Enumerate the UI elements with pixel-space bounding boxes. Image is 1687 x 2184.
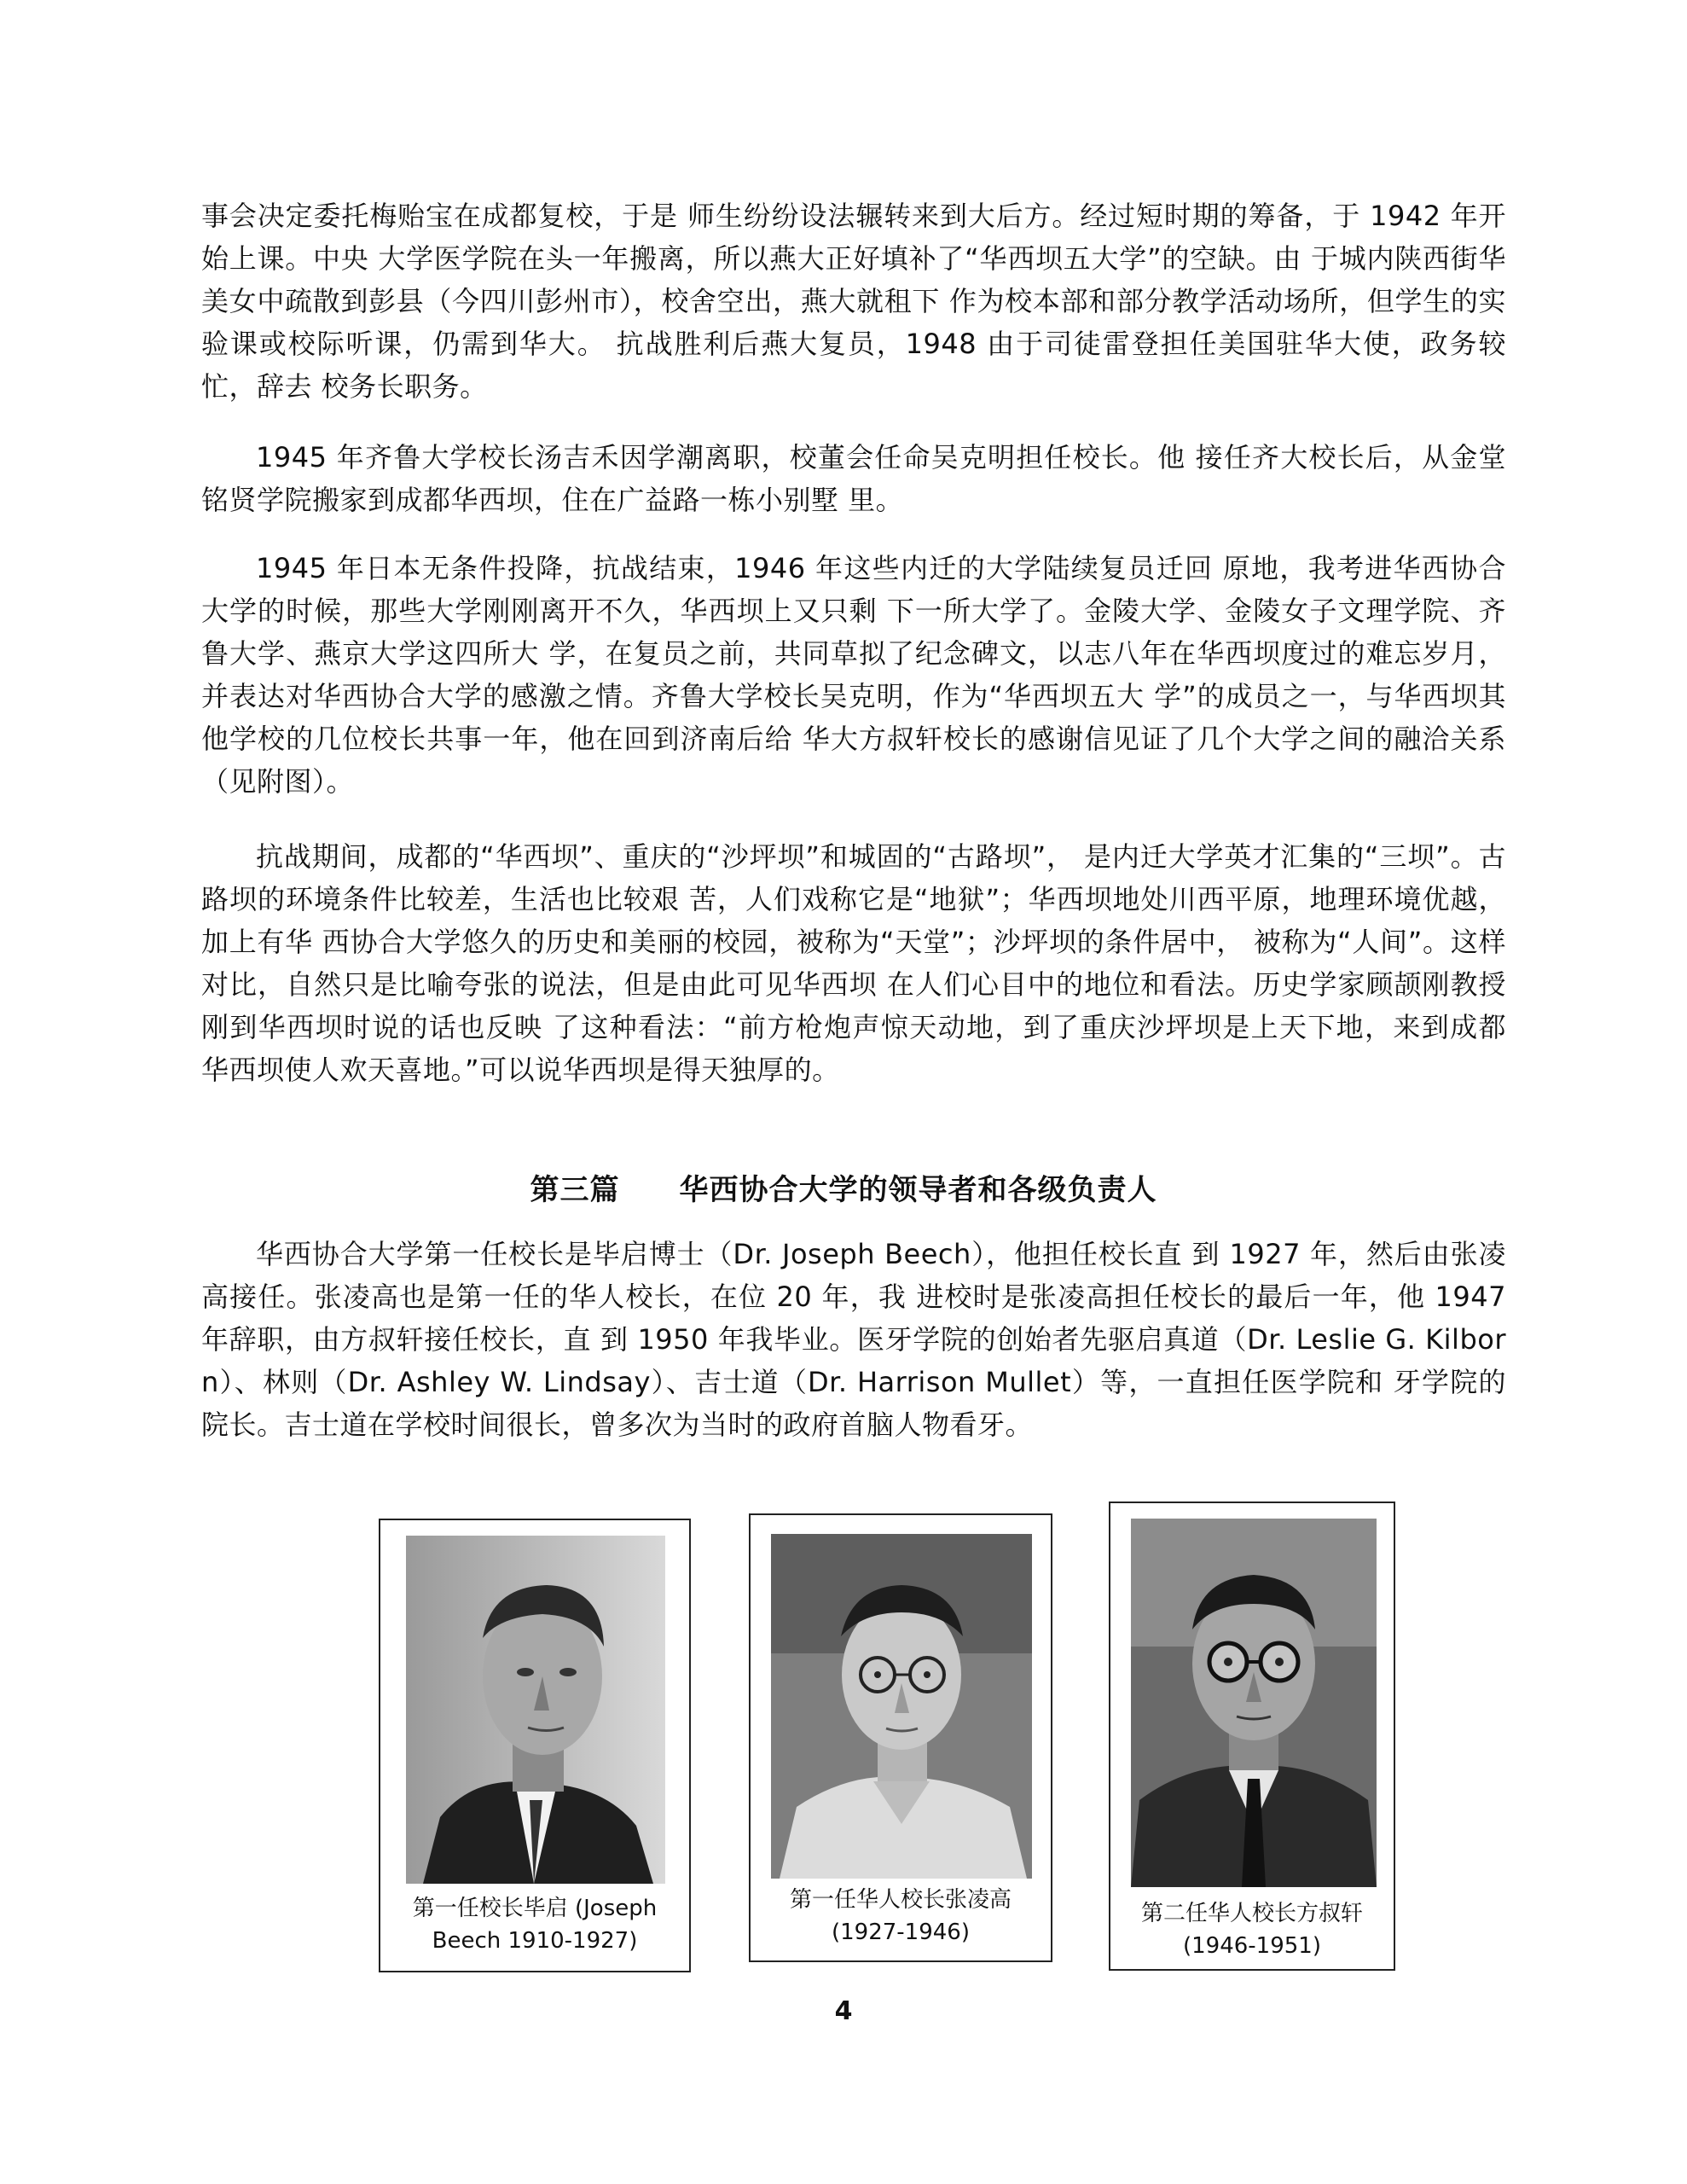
photo-frame-zhang: [749, 1513, 1052, 1962]
portrait-fang-image: [1131, 1519, 1377, 1887]
paragraph-3: 1945 年日本无条件投降，抗战结束，1946 年这些内迁的大学陆续复员迁回 原地，我考进华西协合大学的时候，那些大学刚刚离开不久，华西坝上又只剩 下一所大学了。金陵大学、金陵女子文理学院、齐鲁大学、燕京大学这四所大 学，在复员之前，共同草拟了纪念碑文，以志八年在华西坝度过的难忘岁月， 并表达对华西协合大学的感激之情。齐鲁大学校长吴克明，作为“华西坝五大 学”的成员之一，与华西坝其他学校的几位校长共事一年，他在回到济南后给 华大方叔轩校长的感谢信见证了几个大学之间的融洽关系（见附图）。: [201, 552, 1506, 798]
caption-line: (1946-1951): [1182, 1933, 1321, 1959]
caption-line: (1927-1946): [831, 1920, 970, 1945]
section-paragraph: 华西协合大学第一任校长是毕启博士（Dr. Joseph Beech），他担任校长直 到 1927 年，然后由张凌高接任。张凌高也是第一任的华人校长，在位 20 年，我 进校时是张凌高担任校长的最后一年，他 1947 年辞职，由方叔轩接任校长，直 到 1950 年我毕业。医牙学院的创始者先驱启真道（Dr. Leslie G. Kilborn）、林则（Dr. Ashley W. Lindsay）、吉士道（Dr. Harrison Mullet）等，一直担任医学院和 牙学院的院长。吉士道在学校时间很长，曾多次为当时的政府首脑人物看牙。: [201, 1238, 1506, 1441]
photo-frame-fang: [1109, 1502, 1395, 1971]
paragraph-4: 抗战期间，成都的“华西坝”、重庆的“沙坪坝”和城固的“古路坝”， 是内迁大学英才汇集的“三坝”。古路坝的环境条件比较差，生活也比较艰 苦，人们戏称它是“地狱”；华西坝地处川西平原，地理环境优越，加上有华 西协合大学悠久的历史和美丽的校园，被称为“天堂”；沙坪坝的条件居中， 被称为“人间”。这样对比，自然只是比喻夸张的说法，但是由此可见华西坝 在人们心目中的地位和看法。历史学家顾颉刚教授刚到华西坝时说的话也反映 了这种看法：“前方枪炮声惊天动地，到了重庆沙坪坝是上天下地，来到成都 华西坝使人欢天喜地。”可以说华西坝是得天独厚的。: [201, 840, 1506, 1086]
paragraph-1: 事会决定委托梅贻宝在成都复校，于是 师生纷纷设法辗转来到大后方。经过短时期的筹备，于 1942 年开始上课。中央 大学医学院在头一年搬离，所以燕大正好填补了“华西坝五大学”的空缺。由 于城内陕西街华美女中疏散到彭县（今四川彭州市），校舍空出，燕大就租下 作为校本部和部分教学活动场所，但学生的实验课或校际听课，仍需到华大。 抗战胜利后燕大复员，1948 由于司徒雷登担任美国驻华大使，政务较忙，辞去 校务长职务。: [201, 200, 1506, 403]
page-number: 4: [834, 1996, 853, 2026]
section-title: 华西协合大学的领导者和各级负责人: [679, 1173, 1157, 1207]
section-part-label: 第三篇: [530, 1173, 620, 1207]
portrait-beech-image: [406, 1536, 665, 1884]
photo-caption-zhang: [751, 1884, 1051, 1949]
caption-line: 第一任校长毕启 (Joseph: [412, 1896, 658, 1921]
caption-line: 第二任华人校长方叔轩: [1140, 1901, 1363, 1926]
paragraph-2: 1945 年齐鲁大学校长汤吉禾因学潮离职，校董会任命吴克明担任校长。他 接任齐大校长后，从金堂铭贤学院搬家到成都华西坝，住在广益路一栋小别墅 里。: [201, 441, 1506, 516]
portrait-zhang-image: [771, 1534, 1032, 1879]
photo-caption-beech: [380, 1892, 689, 1957]
caption-line: Beech 1910-1927): [432, 1928, 638, 1954]
photo-frame-beech: [379, 1519, 691, 1972]
section-heading: [0, 1169, 1687, 1211]
caption-line: 第一任华人校长张凌高: [789, 1887, 1012, 1913]
photo-caption-fang: [1110, 1897, 1394, 1962]
